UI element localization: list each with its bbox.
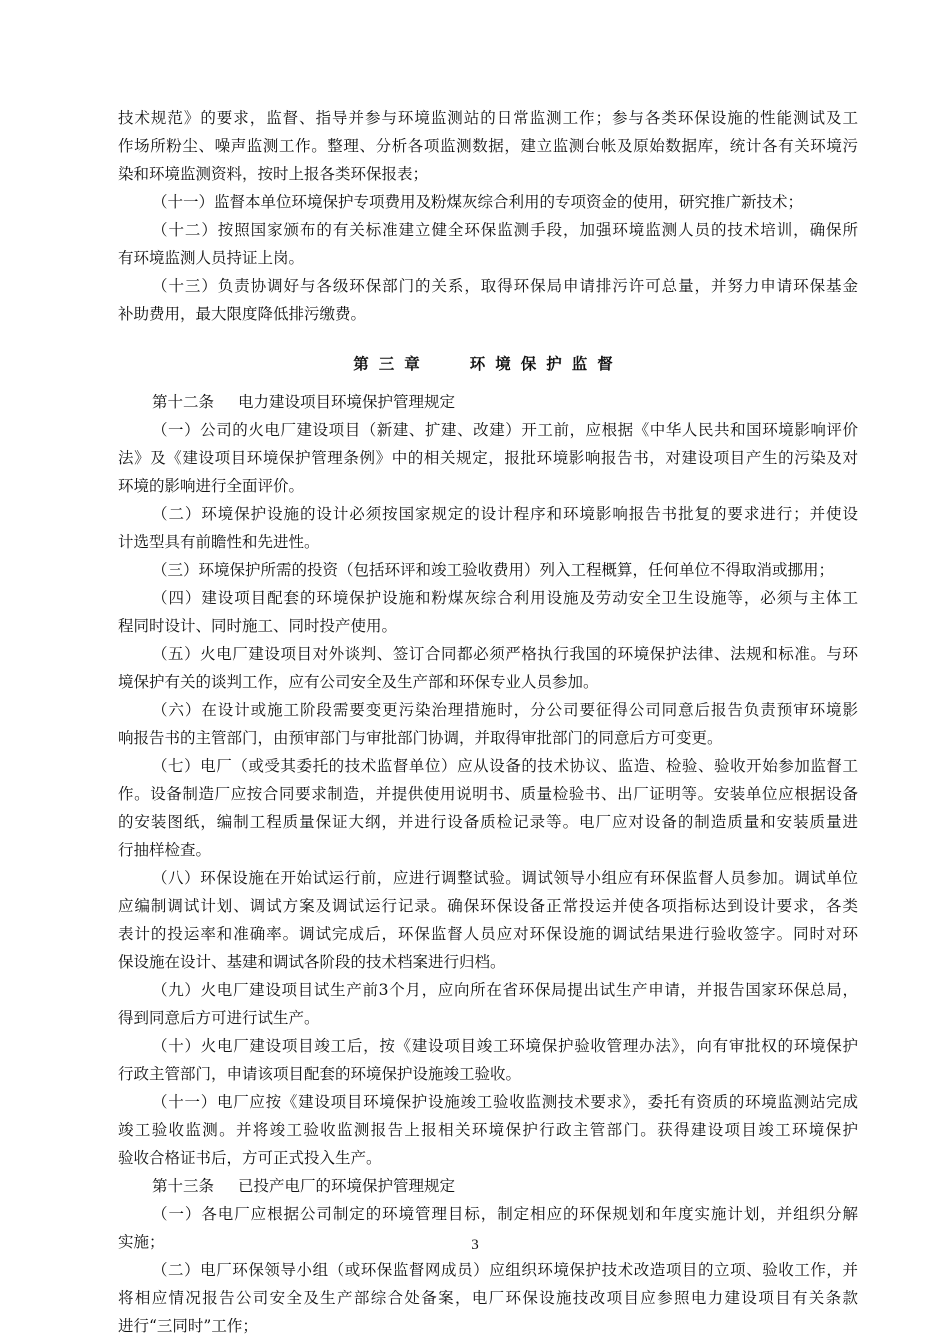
a12-p3-line: （三）环境保护所需的投资（包括环评和竣工验收费用）列入工程概算，任何单位不得取消或挪用；: [152, 561, 835, 579]
article-number: 第十三条: [152, 1177, 215, 1195]
a12-p9-line: （九）火电厂建设项目试生产前3个月，应向所在省环保局提出试生产申请，并报告国家环保总局，: [152, 981, 858, 999]
a12-p4-line: 程同时设计、同时施工、同时投产使用。: [118, 617, 398, 635]
a12-p8-line: （八）环保设施在开始试运行前，应进行调整试验。调试领导小组应有环保监督人员参加。调试单位: [152, 869, 858, 887]
a12-p1-line: （一）公司的火电厂建设项目（新建、扩建、改建）开工前，应根据《中华人民共和国环境影响评价: [152, 421, 858, 439]
text-line: 技术规范》的要求，监督、指导并参与环境监测站的日常监测工作；参与各类环保设施的性能测试及工: [118, 109, 858, 127]
a12-p2-line: 计选型具有前瞻性和先进性。: [118, 533, 320, 551]
a12-p11-line: 竣工验收监测。并将竣工验收监测报告上报相关环境保护行政主管部门。获得建设项目竣工环境保护: [118, 1121, 858, 1139]
article-13-heading: [118, 1172, 858, 1200]
item-13-line: 补助费用，最大限度降低排污缴费。: [118, 305, 367, 323]
a13-p2-line: （二）电厂环保领导小组（或环保监督网成员）应组织环境保护技术改造项目的立项、验收工作，并: [152, 1261, 858, 1279]
a12-p5-line: 境保护有关的谈判工作，应有公司安全及生产部和环保专业人员参加。: [118, 673, 599, 691]
a12-p9-line: 得到同意后方可进行试生产。: [118, 1009, 320, 1027]
a12-p7-line: 行抽样检查。: [118, 841, 212, 859]
article-number: 第十二条: [152, 393, 215, 411]
page-number: 3: [471, 1237, 479, 1253]
a12-p5-line: （五）火电厂建设项目对外谈判、签订合同都必须严格执行我国的环境保护法律、法规和标准。与环: [152, 645, 858, 663]
a12-p10-line: 行政主管部门，申请该项目配套的环境保护设施竣工验收。: [118, 1065, 522, 1083]
a12-p8-line: 表计的投运率和准确率。调试完成后，环保监督人员应对环保设施的调试结果进行验收签字。同时对环: [118, 925, 858, 943]
a13-p2-line: 进行“三同时”工作；: [118, 1317, 258, 1335]
item-12-line: 有环境监测人员持证上岗。: [118, 249, 305, 267]
a12-p6-line: 响报告书的主管部门，由预审部门与审批部门协调，并取得审批部门的同意后方可变更。: [118, 729, 723, 747]
a12-p10-line: （十）火电厂建设项目竣工后，按《建设项目竣工环境保护验收管理办法》，向有审批权的环境保护: [152, 1037, 858, 1055]
item-11: （十一）监督本单位环境保护专项费用及粉煤灰综合利用的专项资金的使用，研究推广新技术；: [152, 193, 804, 211]
item-13-line: （十三）负责协调好与各级环保部门的关系，取得环保局申请排污许可总量，并努力申请环保基金: [152, 277, 858, 295]
a12-p11-line: 验收合格证书后，方可正式投入生产。: [118, 1149, 382, 1167]
article-title: 已投产电厂的环境保护管理规定: [238, 1177, 456, 1195]
a12-p7-line: 的安装图纸，编制工程质量保证大纲，并进行设备质检记录等。电厂应对设备的制造质量和安装质量进: [118, 813, 858, 831]
text-line: 作场所粉尘、噪声监测工作。整理、分析各项监测数据，建立监测台帐及原始数据库，统计各有关环境污: [118, 137, 858, 155]
a12-p11-line: （十一）电厂应按《建设项目环境保护设施竣工验收监测技术要求》，委托有资质的环境监测站完成: [152, 1093, 858, 1111]
item-12-line: （十二）按照国家颁布的有关标准建立健全环保监测手段，加强环境监测人员的技术培训，确保所: [152, 221, 858, 239]
article-title: 电力建设项目环境保护管理规定: [238, 393, 456, 411]
text-line: 染和环境监测资料，按时上报各类环保报表；: [118, 165, 429, 183]
a13-p1-line: 实施；: [118, 1233, 165, 1251]
a12-p4-line: （四）建设项目配套的环境保护设施和粉煤灰综合利用设施及劳动安全卫生设施等，必须与主体工: [152, 589, 858, 607]
a12-p8-line: 保设施在设计、基建和调试各阶段的技术档案进行归档。: [118, 953, 506, 971]
chapter-title: 环境保护监督: [469, 355, 623, 373]
a12-p7-line: 作。设备制造厂应按合同要求制造，并提供使用说明书、质量检验书、出厂证明等。安装单位应根据设备: [118, 785, 858, 803]
chapter-number: 第三章: [353, 355, 430, 373]
a13-p1-line: （一）各电厂应根据公司制定的环境管理目标，制定相应的环保规划和年度实施计划，并组织分解: [152, 1205, 858, 1223]
article-12-heading: [118, 388, 858, 416]
a12-p7-line: （七）电厂（或受其委托的技术监督单位）应从设备的技术协议、监造、检验、验收开始参加监督工: [152, 757, 858, 775]
document-body: [118, 104, 858, 1340]
a12-p1-line: 法》及《建设项目环境保护管理条例》中的相关规定，报批环境影响报告书，对建设项目产生的污染及对: [118, 449, 858, 467]
a12-p2-line: （二）环境保护设施的设计必须按国家规定的设计程序和环境影响报告书批复的要求进行；并使设: [152, 505, 858, 523]
a12-p6-line: （六）在设计或施工阶段需要变更污染治理措施时，分公司要征得公司同意后报告负责预审环境影: [152, 701, 858, 719]
a12-p8-line: 应编制调试计划、调试方案及调试运行记录。确保环保设备正常投运并使各项指标达到设计要求，各类: [118, 897, 858, 915]
a13-p2-line: 将相应情况报告公司安全及生产部综合处备案，电厂环保设施技改项目应参照电力建设项目有关条款: [118, 1289, 858, 1307]
a12-p1-line: 环境的影响进行全面评价。: [118, 477, 305, 495]
chapter-heading: [118, 350, 858, 378]
